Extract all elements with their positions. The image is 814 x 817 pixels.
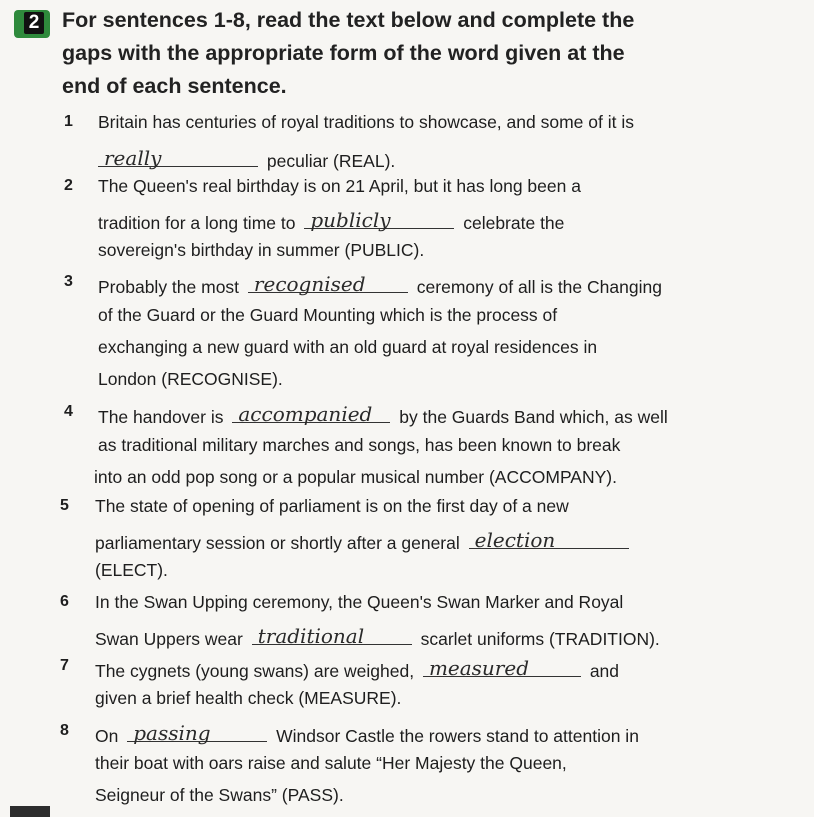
sentence-text: The state of opening of parliament is on the first day of a new <box>95 496 569 516</box>
handwritten-answer: traditional <box>257 624 365 648</box>
next-exercise-badge-edge <box>10 806 50 817</box>
sentence-text: parliamentary session or shortly after a general <box>95 533 460 553</box>
sentence-text: given a brief health check (MEASURE). <box>95 688 402 708</box>
handwritten-answer: really <box>104 146 162 170</box>
exercise-number: 2 <box>24 12 44 34</box>
sentence-text: peculiar (REAL). <box>266 151 396 171</box>
item-number: 4 <box>64 403 73 420</box>
sentence-text: In the Swan Upping ceremony, the Queen's Swan Marker and Royal <box>95 592 624 612</box>
sentence-text: scarlet uniforms (TRADITION). <box>420 629 660 649</box>
sentence-text: their boat with oars raise and salute “Her Majesty the Queen, <box>95 753 567 773</box>
sentence-text: celebrate the <box>463 213 565 233</box>
handwritten-answer: measured <box>428 656 530 680</box>
answer-blank[interactable] <box>304 208 454 232</box>
sentence-text: of the Guard or the Guard Mounting which is the process of <box>98 305 558 325</box>
answer-blank[interactable] <box>127 721 267 745</box>
item-number: 6 <box>60 593 69 610</box>
answer-blank[interactable] <box>423 656 581 680</box>
handwritten-answer: publicly <box>310 208 391 232</box>
sentence-text: Swan Uppers wear <box>95 629 243 649</box>
sentence-text: The cygnets (young swans) are weighed, <box>95 661 415 681</box>
sentence-text: Britain has centuries of royal traditions to showcase, and some of it is <box>98 112 634 132</box>
sentence-text: tradition for a long time to <box>98 213 296 233</box>
answer-blank[interactable] <box>98 146 258 170</box>
sentence-line <box>95 721 639 747</box>
sentence-text: The handover is <box>98 407 224 427</box>
sentence-line <box>98 146 395 172</box>
handwritten-answer: accompanied <box>238 402 373 426</box>
sentence-line <box>98 402 668 428</box>
sentence-text: Probably the most <box>98 277 240 297</box>
handwritten-answer: election <box>474 528 556 552</box>
sentence-line <box>98 272 662 298</box>
instruction-line: For sentences 1-8, read the text below and complete the <box>62 8 635 32</box>
sentence-text: by the Guards Band which, as well <box>399 407 668 427</box>
handwritten-answer: passing <box>133 721 211 745</box>
sentence-line <box>95 528 633 554</box>
item-number: 3 <box>64 273 73 290</box>
handwritten-answer: recognised <box>253 272 366 296</box>
item-number: 5 <box>60 497 69 514</box>
item-number: 7 <box>60 657 69 674</box>
sentence-text: On <box>95 726 119 746</box>
instructions <box>62 4 722 103</box>
sentence-text: sovereign's birthday in summer (PUBLIC). <box>98 240 425 260</box>
sentence-text: exchanging a new guard with an old guard at royal residences in <box>98 337 598 357</box>
answer-blank[interactable] <box>248 272 408 296</box>
exercise-badge <box>14 10 50 38</box>
answer-blank[interactable] <box>232 402 390 426</box>
sentence-text: The Queen's real birthday is on 21 April, but it has long been a <box>98 176 581 196</box>
instruction-line: gaps with the appropriate form of the word given at the <box>62 41 625 65</box>
sentence-line <box>98 208 564 234</box>
instruction-line: end of each sentence. <box>62 74 287 98</box>
sentence-text: Windsor Castle the rowers stand to attention in <box>276 726 639 746</box>
item-number: 8 <box>60 722 69 739</box>
sentence-text: London (RECOGNISE). <box>98 369 283 389</box>
sentence-line <box>95 624 660 650</box>
answer-blank[interactable] <box>469 528 629 552</box>
answer-blank[interactable] <box>252 624 412 648</box>
sentence-text: and <box>589 661 620 681</box>
sentence-line <box>95 656 619 682</box>
item-number: 2 <box>64 177 73 194</box>
sentence-text: Seigneur of the Swans” (PASS). <box>95 785 344 805</box>
sentence-text: (ELECT). <box>95 560 168 580</box>
sentence-text: as traditional military marches and songs, has been known to break <box>98 435 621 455</box>
item-number: 1 <box>64 113 73 130</box>
sentence-text: into an odd pop song or a popular musical number (ACCOMPANY). <box>94 467 617 487</box>
sentence-text: ceremony of all is the Changing <box>416 277 662 297</box>
